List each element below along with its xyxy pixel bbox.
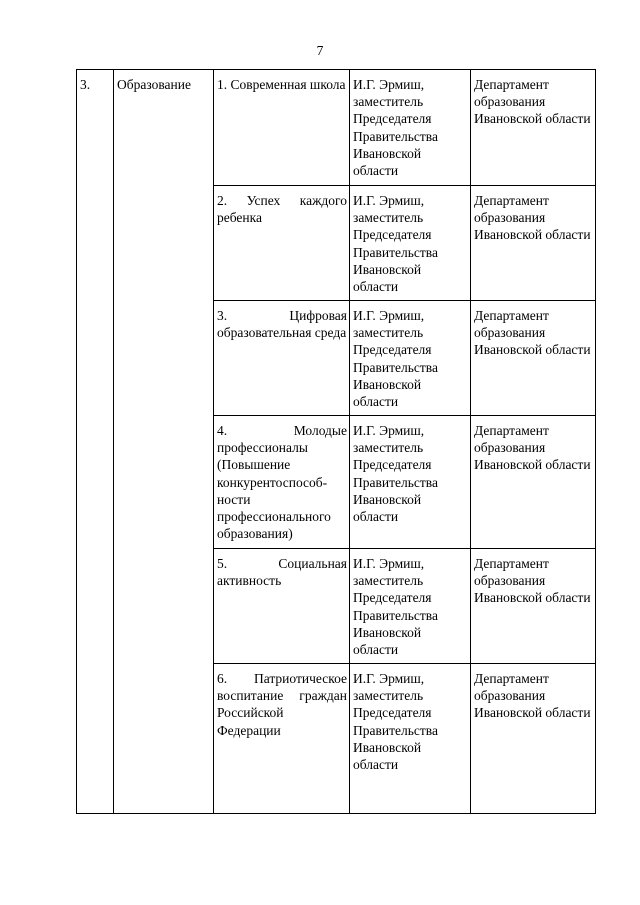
project-executor: Департамент образования Ивановской области <box>474 308 591 358</box>
curator-cell <box>350 664 471 814</box>
project-executor: Департамент образования Ивановской области <box>474 193 591 243</box>
executor-cell <box>471 70 596 186</box>
project-name: 1. Современная школа <box>217 77 346 92</box>
project-name-cell <box>214 549 350 664</box>
executor-cell <box>471 416 596 549</box>
executor-cell <box>471 664 596 814</box>
curator-cell <box>350 549 471 664</box>
project-name: 4. Молодые профессионалы (Повышение конкурентоспособ-ности профессионального образования) <box>217 423 347 542</box>
project-curator: И.Г. Эрмиш, заместитель Председателя Правительства Ивановской области <box>353 556 438 658</box>
project-name-cell <box>214 664 350 814</box>
project-name: 3. Цифровая образовательная среда <box>217 308 347 341</box>
row-number: 3. <box>80 77 91 92</box>
project-executor: Департамент образования Ивановской области <box>474 423 591 473</box>
project-name: 2. Успех каждого ребенка <box>217 193 347 226</box>
project-name: 5. Социальная активность <box>217 556 347 589</box>
curator-cell <box>350 186 471 301</box>
executor-cell <box>471 301 596 416</box>
sphere-cell <box>114 70 214 814</box>
project-curator: И.Г. Эрмиш, заместитель Председателя Правительства Ивановской области <box>353 193 438 295</box>
project-curator: И.Г. Эрмиш, заместитель Председателя Правительства Ивановской области <box>353 423 438 525</box>
sphere-name: Образование <box>117 77 191 92</box>
project-executor: Департамент образования Ивановской области <box>474 77 591 127</box>
project-name-cell <box>214 416 350 549</box>
table-row <box>77 70 596 186</box>
project-name-cell <box>214 301 350 416</box>
project-name: 6. Патриотическое воспитание граждан Российской Федерации <box>217 671 347 738</box>
executor-cell <box>471 549 596 664</box>
project-curator: И.Г. Эрмиш, заместитель Председателя Правительства Ивановской области <box>353 671 438 773</box>
row-number-cell <box>77 70 114 814</box>
project-curator: И.Г. Эрмиш, заместитель Председателя Правительства Ивановской области <box>353 308 438 410</box>
page-number: 7 <box>316 43 324 58</box>
curator-cell <box>350 70 471 186</box>
curator-cell <box>350 301 471 416</box>
project-executor: Департамент образования Ивановской области <box>474 671 591 721</box>
project-executor: Департамент образования Ивановской области <box>474 556 591 606</box>
project-curator: И.Г. Эрмиш, заместитель Председателя Правительства Ивановской области <box>353 77 438 179</box>
executor-cell <box>471 186 596 301</box>
curator-cell <box>350 416 471 549</box>
projects-table <box>76 69 596 814</box>
project-name-cell <box>214 70 350 186</box>
project-name-cell <box>214 186 350 301</box>
